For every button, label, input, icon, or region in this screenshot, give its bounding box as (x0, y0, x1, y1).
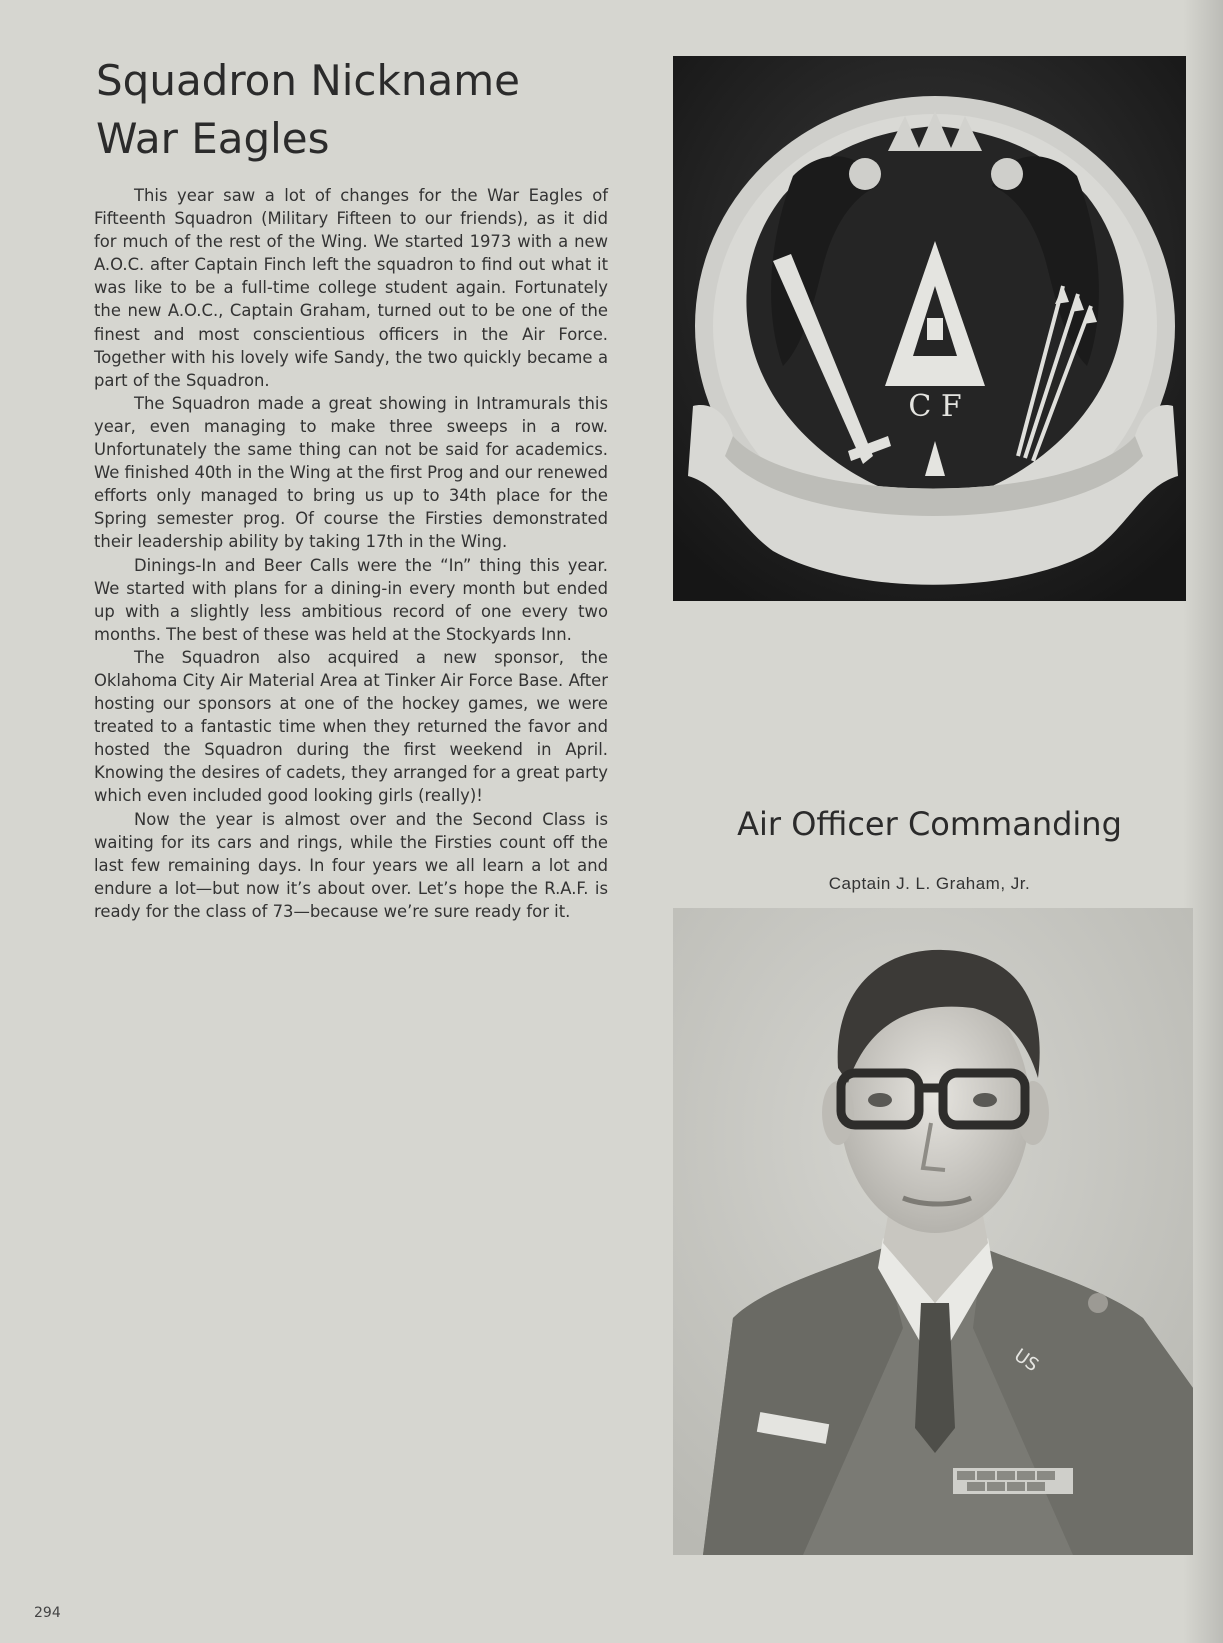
svg-text:US: US (1010, 1344, 1043, 1377)
svg-text:C F: C F (908, 389, 962, 424)
page-title-line-2: War Eagles (96, 114, 330, 163)
article-paragraph-3: Dinings-In and Beer Calls were the “In” thing this year. We started with plans for a dining-in every month but ended up with a slightly less ambitious record of one every two months. The best of these was held at the Stockyards Inn. (94, 555, 608, 644)
squadron-patch-photo (673, 56, 1186, 601)
article-paragraph-5: Now the year is almost over and the Second Class is waiting for its cars and rings, while the Firsties count off the last few remaining days. In four years we all learn a lot and endure a lot—but now it’s about over. Let’s hope the R.A.F. is ready for the class of 73—because we’re sure ready for it. (94, 809, 608, 921)
aoc-name-caption: Captain J. L. Graham, Jr. (828, 874, 1031, 893)
aoc-heading: Air Officer Commanding (737, 805, 1122, 843)
page-number: 294 (34, 1605, 61, 1621)
article-paragraph-2: The Squadron made a great showing in Intramurals this year, even managing to make three sweeps in a row. Unfortunately the same thing can not be said for academics. We finished 40th in the Wing at the first Prog and our renewed efforts only managed to bring us up to 34th place for the Spring semester prog. Of course the Firsties demonstrated their leadership ability by taking 17th in the Wing. (94, 393, 608, 552)
officer-portrait (673, 908, 1193, 1555)
article-body (94, 184, 608, 923)
article-paragraph-4: The Squadron also acquired a new sponsor, the Oklahoma City Air Material Area at Tinker Air Force Base. After hosting our sponsors at one of the hockey games, we were treated to a fantastic time when they returned the favor and hosted the Squadron during the first weekend in April. Knowing the desires of cadets, they arranged for a great party which even included good looking girls (really)! (94, 647, 608, 806)
page-title (96, 52, 616, 168)
officer-portrait-photo (673, 908, 1193, 1555)
page-title-line-1: Squadron Nickname (96, 56, 520, 105)
squadron-patch-emblem (673, 56, 1186, 601)
article-paragraph-1: This year saw a lot of changes for the War Eagles of Fifteenth Squadron (Military Fifteen to our friends), as it did for much of the rest of the Wing. We started 1973 with a new A.O.C. after Captain Finch left the squadron to find out what it was like to be a full-time college student again. Fortunately the new A.O.C., Captain Graham, turned out to be one of the finest and most conscientious officers in the Air Force. Together with his lovely wife Sandy, the two quickly became a part of the Squadron. (94, 186, 608, 390)
